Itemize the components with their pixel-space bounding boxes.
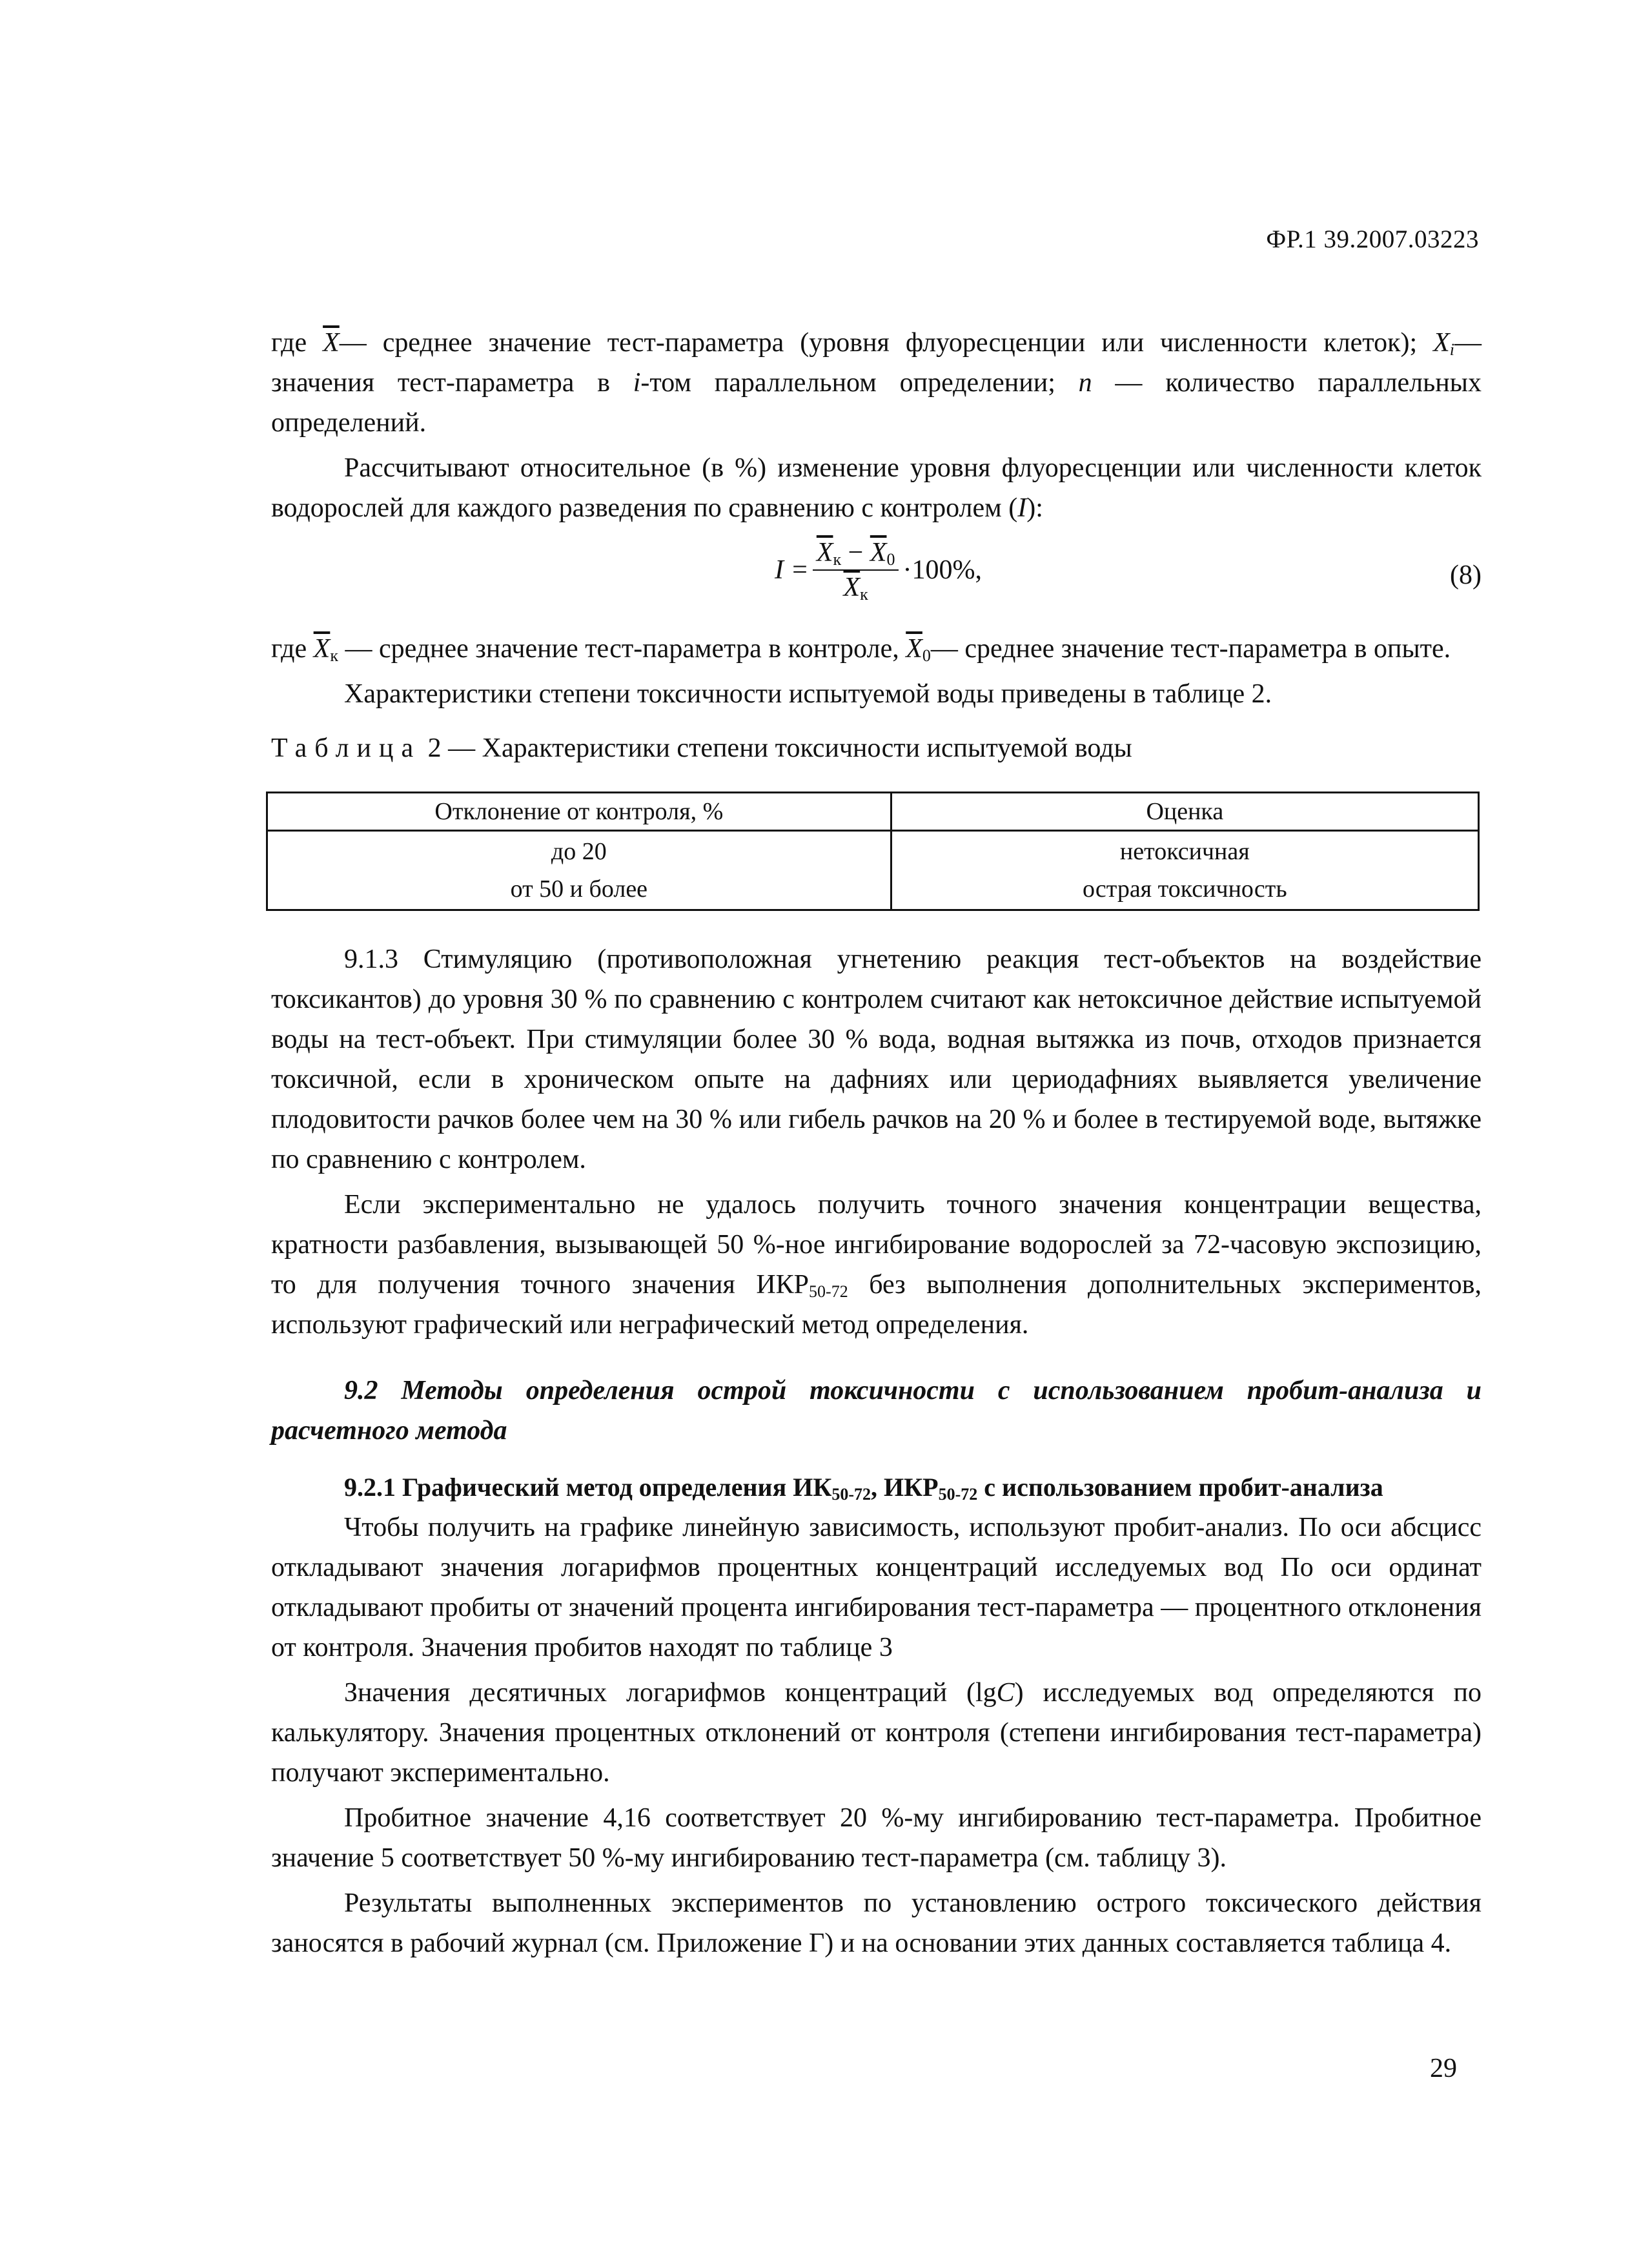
paragraph-logarithms: Значения десятичных логарифмов концентраций (lgC) исследуемых вод определяются по калькулятору. Значения процентных отклонений от контроля (степени ингибирования тест-параметра) получают экспериментально. [271,1678,1482,1788]
page-number: 29 [1430,2054,1457,2083]
paragraph-formula-definitions: где $\overline{X}_к$ — среднее значение тест-параметра в контроле, $\overline{X}_0—$ среднее значение тест-параметра в опыте. [271,634,1451,665]
document-code: ФР.1 39.2007.03223 [1266,225,1479,253]
paragraph-table-reference: Характеристики степени токсичности испытуемой воды приведены в таблице 2. [344,679,1272,709]
formula-8 [271,529,1482,626]
table-header-deviation: Отклонение от контроля, % [267,793,891,831]
section-heading-9-2: 9.2 Методы определения острой токсичности с использованием пробит-анализа и расчетного метода [271,1376,1482,1446]
formula-fraction [813,537,899,603]
formula-numerator: $\overline{X}_к - \overline{X}_0$ [813,537,899,571]
formula-denominator: $\overline{X}_к$ [843,573,868,604]
section-heading-9-2-1: 9.2.1 Графический метод определения $ИК_{50-72}$, $ИКР_{50-72}$ с использованием пробит-анализа [344,1473,1383,1504]
paragraph-9-1-3: 9.1.3 Стимуляцию (противоположная угнетению реакция тест-объектов на воздействие токсикантов) до уровня 30 % по сравнению с контролем считают как нетоксичное действие испытуемой воды на тест-объект. При стимуляции более 30 % вода, водная вытяжка из почв, отходов признается токсичной, если в хроническом опыте на дафниях или цериодафниях выявляется увеличение плодовитости рачков более чем на 30 % или гибель рачков на 20 % и более в тестируемой воде, вытяжке по сравнению с контролем. [271,945,1482,1174]
formula-number: (8) [1450,560,1482,590]
x-mean-symbol: $\overline{X}$ [323,328,340,358]
x-i-symbol: X [1433,328,1450,358]
table-header-assessment: Оценка [891,793,1478,831]
table-header-row [267,793,1479,831]
table-cell-deviation: до 20 от 50 и более [267,831,891,910]
paragraph-variable-definitions: где $\overline{X}—$ среднее значение тест-параметра (уровня флуоресценции или численности клеток); $X_i—$ значения тест-параметра в i-том параллельном определении; n — количество параллельных определений. [271,328,1482,438]
table-cell-assessment: нетоксичная острая токсичность [891,831,1478,910]
table-row [267,831,1479,910]
page-content [271,323,1482,1963]
formula-expression: I = $\frac{\overline{X}_к - \overline{X}_0}{\overline{X}_к}$ ·100%, [775,538,982,604]
paragraph-graphic-method: Если экспериментально не удалось получить точного значения концентрации вещества, кратности разбавления, вызывающей 50 %-ное ингибирование водорослей за 72-часовую экспозицию, то для получения точного значения $ИКР_{50-72}$ без выполнения дополнительных экспериментов, используют графический или неграфический метод определения. [271,1190,1482,1340]
paragraph-relative-change: Рассчитывают относительное (в %) изменение уровня флуоресценции или численности клеток водорослей для каждого разведения по сравнению с контролем (I): [271,453,1482,523]
table-2-caption: Таблица 2 — Характеристики степени токсичности испытуемой воды [271,733,1132,763]
paragraph-probit-analysis: Чтобы получить на графике линейную зависимость, используют пробит-анализ. По оси абсцисс откладывают значения логарифмов процентных концентраций исследуемых вод По оси ординат откладывают пробиты от значений процента ингибирования тест-параметра — процентного отклонения от контроля. Значения пробитов находят по таблице 3 [271,1513,1482,1662]
paragraph-probit-values: Пробитное значение 4,16 соответствует 20 %-му ингибированию тест-параметра. Пробитное значение 5 соответствует 50 %-му ингибированию тест-параметра (см. таблицу 3). [271,1803,1482,1873]
table-2 [266,792,1480,911]
paragraph-results: Результаты выполненных экспериментов по установлению острого токсического действия заносятся в рабочий журнал (см. Приложение Г) и на основании этих данных составляется таблица 4. [271,1888,1482,1958]
